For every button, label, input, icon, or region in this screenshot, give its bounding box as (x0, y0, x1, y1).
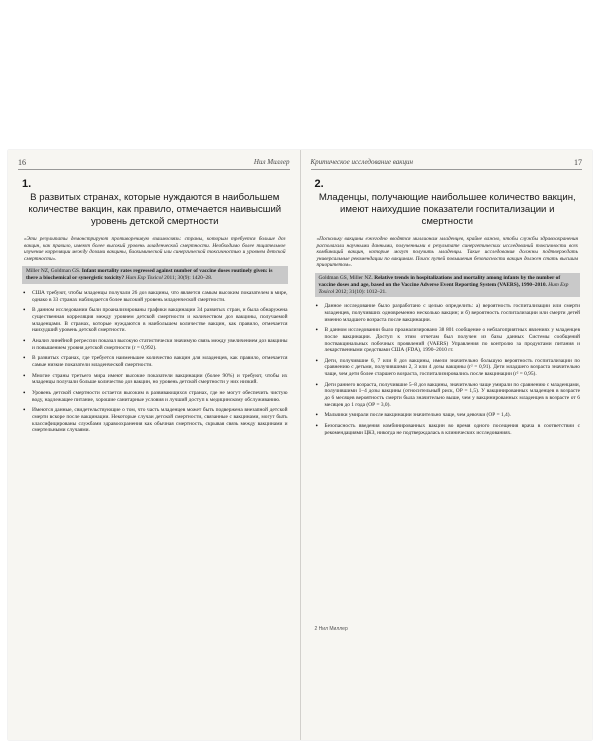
running-head (311, 158, 583, 170)
section-number: 1. (22, 178, 32, 190)
list-item: • В данном исследовании было проанализировано 38 801 сообщение о неблагоприятных явлениях у младенцев после вакцинации. Доступ к этим отчетам был получен из базы данных Системы сообщений поствакцинальных побочных проявлений (VAERS) Управления по контролю за продуктами питания и лекарственными средствами США (FDA), 1990–2010 гг. (315, 327, 581, 353)
citation-authors: Miller NZ, Goldman GS. (26, 268, 81, 275)
citation-authors: Goldman GS, Miller NZ. (318, 274, 373, 281)
list-item: • Имеются данные, свидетельствующие о том, что часть младенцев может быть подвержена внезапной детской смерти вскоре после вакцинации. Некоторые случаи детской смертности, связанные с вакцинами, могут быть классифицированы службами здравоохранения как обычная смертность, скрывая связь между вакцинами и смертельными случаями. (22, 407, 288, 433)
page-content (22, 178, 288, 438)
list-item: • Мальчики умирали после вакцинации значительно чаще, чем девочки (ОР = 1,4). (315, 412, 581, 419)
list-item: • Многие страны третьего мира имеют высокие показатели вакцинации (более 90%) и требуют, чтобы их младенцы получали больше количество доз вакцин, но уровень детской смертности у них низкий. (22, 373, 288, 386)
citation-details: 2012; 31(10): 1012–21. (335, 288, 387, 295)
epigraph-quote: «Поскольку вакцины ежегодно вводятся миллионам младенцев, крайне важно, чтобы службы здравоохранения располагали научными данными, полученными в результате синергетических исследований токсичности всех комбинаций вакцин, которые могут получить младенцы. Такие исследования должны подтверждать универсальные рекомендации по вакцинам. Поиск путей повышения безопасности вакцин должен стать высшим приоритетом». (316, 236, 578, 269)
page-footer: 2 Нил Миллер (314, 626, 348, 632)
list-item: • Уровень детской смертности остается высоким в развивающихся странах, где не могут обеспечить чистую воду, надлежащее питание, хорошие санитарные условия и лучший доступ к медицинскому обслуживанию. (22, 390, 288, 403)
citation-title: Infant mortality rates regressed against number of vaccine doses routinely given: is there a biochemical or synergistic toxicity? (26, 268, 273, 282)
epigraph-quote: «Эти результаты демонстрируют противоречивую взаимосвязь: страны, которым требуется больше доз вакцин, как правило, имеют более высокий уровень младенческой смертности. Необходимо более тщательное изучение корреляции между дозами вакцины, биохимической или синергической токсичностью и уровнем детской смертности». (24, 236, 286, 262)
citation-box (22, 266, 288, 284)
bullet-list (22, 290, 288, 434)
citation-details: 2011; 30(9): 1420–28. (164, 275, 213, 282)
list-item: • В данном исследовании были проанализированы графики вакцинации 34 развитых стран, и была обнаружена существенная корреляция между уровнем детской смертности и количеством доз вакцины, получаемой младенцами. В странах, которые нуждаются в наибольшем количестве вакцин, как правило, отмечается наихудший уровень детской смертности. (22, 307, 288, 333)
section-number: 2. (314, 178, 324, 190)
list-item: • США требуют, чтобы младенцы получали 26 доз вакцины, что является самым высоким показателем в мире, однако в 33 странах наблюдается более высокий уровень младенческой смертности. (22, 290, 288, 303)
page-number: 16 (18, 158, 26, 167)
citation-journal: Hum Exp Toxicol (125, 275, 163, 282)
list-item: • Дети, получившие 6, 7 или 8 доз вакцины, имели значительно большую вероятность госпитализации по сравнению с детьми, получившими 2, 3 или 4 дозы вакцины (r² = 0,91). Дети младшего возраста значительно чаще, чем дети более старшего возраста, госпитализировались после вакцинации (r² = 0,95). (315, 358, 581, 378)
page-content (315, 178, 581, 441)
running-head (18, 158, 290, 170)
section-title: Младенцы, получающие наибольшее количество вакцин, имеют наихудшие показатели госпитализации и смертности (318, 192, 576, 227)
running-head-title: Критическое исследование вакцин (310, 158, 414, 166)
section-title: В развитых странах, которые нуждаются в наибольшем количестве вакцин, как правило, отмечается наивысший уровень детской смертности (28, 192, 282, 227)
running-head-title: Нил Миллер (253, 158, 290, 166)
citation-journal: Hum Exp Toxicol (318, 281, 569, 295)
left-page (8, 150, 301, 740)
right-page (301, 150, 593, 740)
list-item: • Безопасность введения комбинированных вакцин во время одного посещения врача в соответствии с рекомендациями ЦКЗ, никогда не подтверждалась в клинических исследованиях. (315, 423, 581, 436)
list-item: • Данное исследование было разработано с целью определить: а) вероятность госпитализации или смерти младенцев, получивших одновременно несколько вакцин; и б) вероятность госпитализации или смерти детей именно младшего возраста после вакцинации. (315, 303, 581, 323)
list-item: • Анализ линейной регрессии показал высокую статистически значимую связь между увеличением доз вакцины и повышением уровня детской смертности (r = 0,992). (22, 338, 288, 351)
citation-title: Relative trends in hospitalizations and mortality among infants by the number of vaccine doses and age, based on the Vaccine Adverse Event Reporting System (VAERS), 1990–2010. (318, 274, 561, 288)
page-number: 17 (574, 158, 582, 167)
bullet-list (315, 303, 581, 436)
citation-box (315, 273, 581, 297)
list-item: • В развитых странах, где требуется наименьшее количество вакцин для младенцев, как правило, отмечается самые низкие показатели младенческой смертности. (22, 355, 288, 368)
list-item: • Дети раннего возраста, получившие 5–8 доз вакцины, значительно чаще умирали по сравнению с младенцами, получившими 1–4 дозы вакцины (относительный риск, ОР = 1,5). У вакцинированных младенцев в возрасте до 6 месяцев вероятность смерти была значительно выше, чем у вакцинированных младенцев в возрасте от 6 месяцев до 1 года (ОР = 3,0). (315, 382, 581, 408)
book-spread (8, 150, 592, 740)
